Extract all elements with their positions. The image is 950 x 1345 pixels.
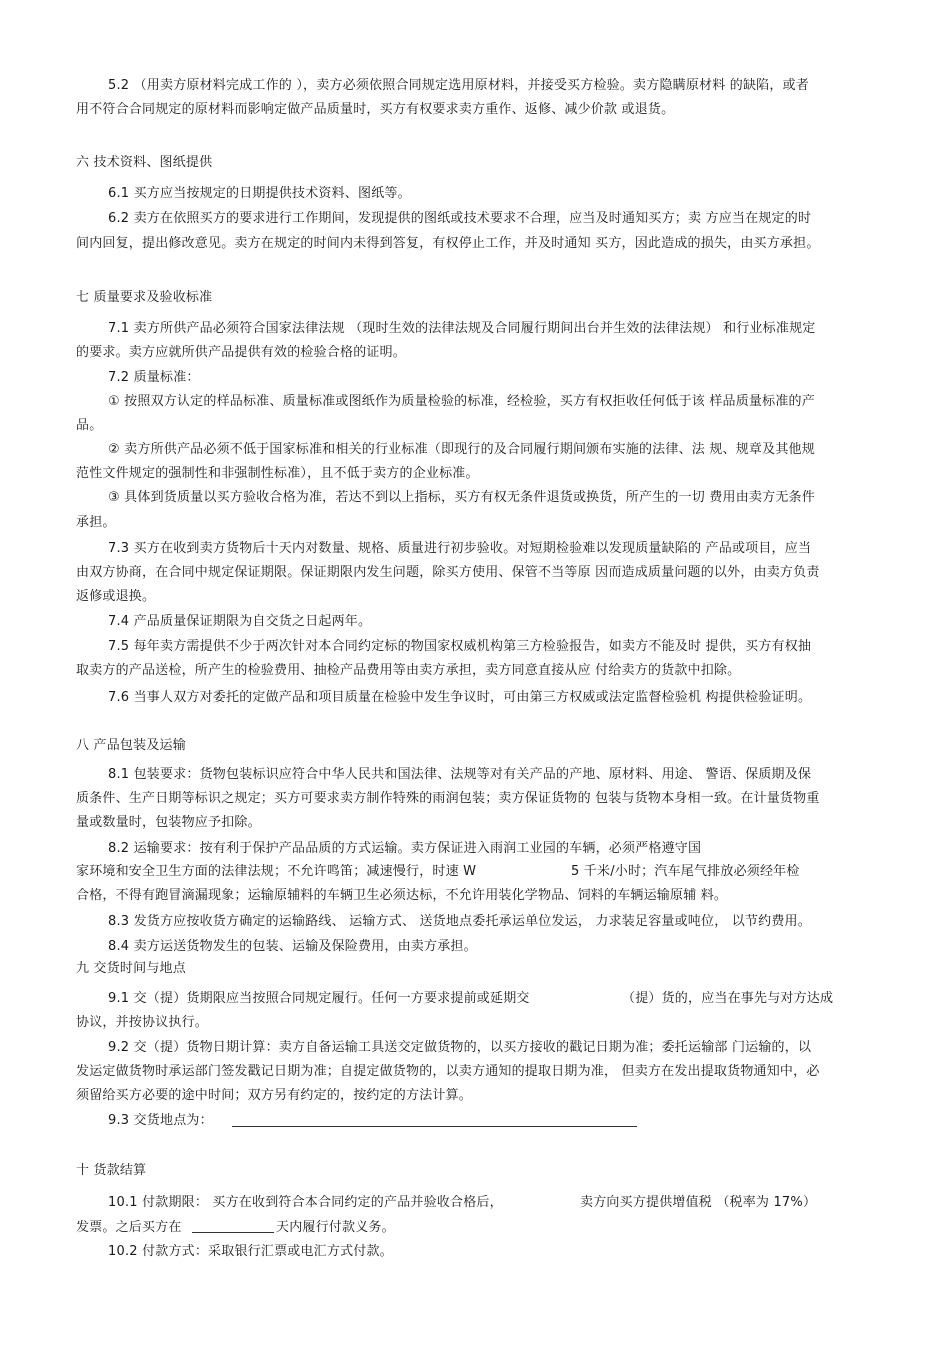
clause-7-1-line-2: 的要求。卖方应就所供产品提供有效的检验合格的证明。 — [76, 345, 407, 360]
section-heading-6: 六 技术资料、图纸提供 — [76, 155, 213, 170]
quality-item-3-line-2: 承担。 — [76, 515, 116, 530]
quality-item-1-line-2: 品。 — [76, 418, 103, 433]
clause-8-2-line-1: 8.2 运输要求：按有利于保护产品品质的方式运输。卖方保证进入雨润工业园的车辆，必须严格遵守国 — [108, 841, 702, 856]
clause-8-1-line-1: 8.1 包装要求：货物包装标识应符合中华人民共和国法律、法规等对有关产品的产地、原材料、用途、 警语、保质期及保 — [108, 767, 812, 782]
clause-5-2-line-1: 5.2 （用卖方原材料完成工作的 ），卖方必须依照合同规定选用原材料，并接受买方检验。卖方隐瞒原材料 的缺陷，或者 — [108, 78, 809, 93]
section-heading-10: 十 货款结算 — [76, 1163, 147, 1178]
clause-9-2-line-3: 须留给买方必要的途中时间；双方另有约定的，按约定的方法计算。 — [76, 1088, 473, 1103]
clause-10-1-line-1b: 卖方向买方提供增值税 （税率为 17%） — [580, 1195, 817, 1210]
clause-10-1-line-2b: 天内履行付款义务。 — [276, 1220, 395, 1235]
clause-8-1-line-2: 质条件、生产日期等标识之规定；买方可要求卖方制作特殊的雨润包装；卖方保证货物的 包装与货物本身相一致。在计量货物重 — [76, 791, 820, 806]
clause-9-1-line-1b: （提）货的，应当在事先与对方达成 — [622, 991, 834, 1006]
clause-7-2: 7.2 质量标准： — [108, 370, 200, 385]
clause-6-2-line-2: 间内回复，提出修改意见。卖方在规定的时间内未得到答复，有权停止工作，并及时通知 买方，因此造成的损失，由买方承担。 — [76, 236, 820, 251]
clause-7-3-line-1: 7.3 买方在收到卖方货物后十天内对数量、规格、质量进行初步验收。对短期检验难以发现质量缺陷的 产品或项目，应当 — [108, 541, 812, 556]
section-heading-8: 八 产品包装及运输 — [76, 738, 186, 753]
clause-7-5-line-2: 取卖方的产品送检，所产生的检验费用、抽检产品费用等由卖方承担，卖方同意直接从应 付给卖方的货款中扣除。 — [76, 663, 741, 678]
clause-8-2-line-2b: 5 千米/小时；汽车尾气排放必须经年检 — [571, 864, 800, 879]
clause-8-1-line-3: 量或数量时，包装物应予扣除。 — [76, 815, 261, 830]
delivery-location-blank — [232, 1126, 637, 1127]
quality-item-3-line-1: ③ 具体到货质量以买方验收合格为准，若达不到以上指标，买方有权无条件退货或换货，所产生的一切 费用由卖方无条件 — [108, 490, 815, 505]
clause-10-1-line-1a: 10.1 付款期限： 买方在收到符合本合同约定的产品并验收合格后， — [108, 1195, 503, 1210]
clause-7-4: 7.4 产品质量保证期限为自交货之日起两年。 — [108, 614, 372, 629]
clause-9-2-line-2: 发运定做货物时承运部门签发戳记日期为准；自提定做货物的，以卖方通知的提取日期为准， 但卖方在发出提取货物通知中，必 — [76, 1064, 820, 1079]
clause-7-5-line-1: 7.5 每年卖方需提供不少于两次针对本合同约定标的物国家权威机构第三方检验报告，如卖方不能及时 提供，买方有权抽 — [108, 639, 812, 654]
clause-9-1-line-1a: 9.1 交（提）货期限应当按照合同规定履行。任何一方要求提前或延期交 — [108, 991, 530, 1006]
clause-7-6: 7.6 当事人双方对委托的定做产品和项目质量在检验中发生争议时，可由第三方权威或法定监督检验机 构提供检验证明。 — [108, 690, 812, 705]
clause-8-4: 8.4 卖方运送货物发生的包装、运输及保险费用，由卖方承担。 — [108, 939, 477, 954]
clause-7-3-line-3: 返修或退换。 — [76, 589, 156, 604]
quality-item-2-line-2: 范性文件规定的强制性和非强制性标准），且不低于卖方的企业标准。 — [76, 466, 479, 481]
clause-7-3-line-2: 由双方协商，在合同中规定保证期限。保证期限内发生问题，除买方使用、保管不当等原 因而造成质量问题的以外，由卖方负责 — [76, 565, 820, 580]
clause-8-2-line-2a: 家环境和安全卫生方面的法律法规；不允许鸣笛；减速慢行，时速 W — [76, 864, 477, 879]
clause-9-3: 9.3 交货地点为： — [108, 1113, 213, 1128]
payment-days-blank — [192, 1232, 274, 1233]
quality-item-2-line-1: ② 卖方所供产品必须不低于国家标准和相关的行业标准（即现行的及合同履行期间颁布实施的法律、法 规、规章及其他规 — [108, 442, 815, 457]
clause-10-2: 10.2 付款方式：采取银行汇票或电汇方式付款。 — [108, 1244, 393, 1259]
clause-5-2-line-2: 用不符合合同规定的原材料而影响定做产品质量时，买方有权要求卖方重作、返修、减少价款 或退货。 — [76, 102, 675, 117]
section-heading-7: 七 质量要求及验收标准 — [76, 290, 213, 305]
quality-item-1-line-1: ① 按照双方认定的样品标准、质量标准或图纸作为质量检验的标准，经检验，买方有权拒收任何低于该 样品质量标准的产 — [108, 394, 815, 409]
section-heading-9: 九 交货时间与地点 — [76, 961, 186, 976]
clause-8-2-line-3: 合格，不得有跑冒滴漏现象；运输原辅料的车辆卫生必须达标，不允许用装化学物品、饲料的车辆运输原辅 料。 — [76, 888, 728, 903]
clause-7-1-line-1: 7.1 卖方所供产品必须符合国家法律法规 （现时生效的法律法规及合同履行期间出台并生效的法律法规） 和行业标准规定 — [108, 321, 816, 336]
clause-9-1-line-2: 协议，并按协议执行。 — [76, 1015, 209, 1030]
clause-6-2-line-1: 6.2 卖方在依照买方的要求进行工作期间，发现提供的图纸或技术要求不合理，应当及时通知买方；卖 方应当在规定的时 — [108, 211, 812, 226]
clause-10-1-line-2a: 发票。之后买方在 — [76, 1220, 182, 1235]
clause-6-1: 6.1 买方应当按规定的日期提供技术资料、图纸等。 — [108, 186, 411, 201]
clause-9-2-line-1: 9.2 交（提）货物日期计算：卖方自备运输工具送交定做货物的，以买方接收的戳记日期为准；委托运输部 门运输的，以 — [108, 1040, 812, 1055]
clause-8-3: 8.3 发货方应按收货方确定的运输路线、 运输方式、 送货地点委托承运单位发运， 力求装足容量或吨位， 以节约费用。 — [108, 914, 811, 929]
